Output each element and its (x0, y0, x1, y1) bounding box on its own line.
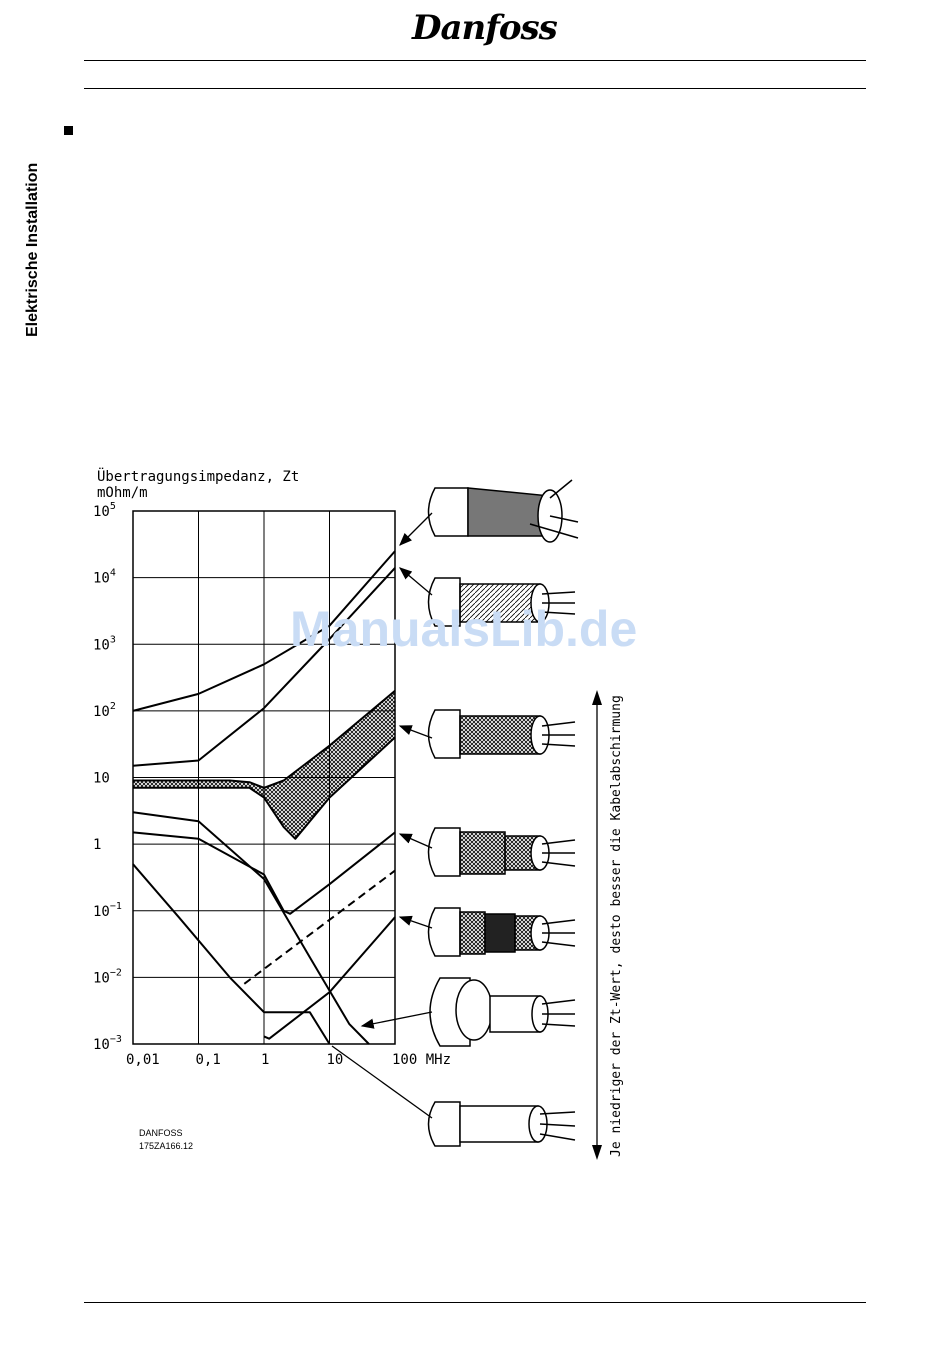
figure-caption-line1: DANFOSS (139, 1128, 183, 1138)
x-tick-label: 10 (326, 1052, 344, 1068)
chart-title: Übertragungsimpedanz, Zt (97, 469, 300, 485)
y-tick-label: $10^5$ (93, 501, 116, 520)
cable-icon-1 (429, 480, 579, 542)
pointer-arrow-1 (400, 513, 432, 545)
pointer-arrow-6 (362, 1012, 432, 1026)
chart-grid (133, 511, 395, 1044)
x-tick-label: 1 (261, 1052, 270, 1068)
y-tick-label: $10^{-1}$ (93, 900, 122, 920)
quality-arrow-down (592, 1145, 602, 1160)
cable-icon-3 (429, 710, 576, 758)
section-side-label: Elektrische Installation (24, 162, 41, 337)
y-tick-label: $10^{-2}$ (93, 967, 122, 987)
x-tick-label: 100 MHz (392, 1052, 452, 1068)
y-tick-label: $10^{-3}$ (93, 1034, 122, 1053)
y-tick-label: 1 (93, 837, 102, 854)
series-line (244, 871, 395, 984)
cable-icon-4 (429, 828, 576, 876)
pointer-arrow-4 (400, 834, 432, 848)
x-tick-label: 0,01 (126, 1052, 160, 1068)
pointer-arrow-3 (400, 726, 432, 738)
figure-caption-line2: 175ZA166.12 (139, 1141, 194, 1151)
series-line (133, 812, 369, 1044)
watermark: ManualsLib.de (290, 601, 638, 657)
danfoss-logo: Danfoss (412, 8, 557, 48)
series-line (133, 864, 330, 1044)
y-tick-label: $10^4$ (93, 567, 116, 587)
y-tick-label: $10^2$ (93, 700, 116, 720)
cable-icon-6 (430, 978, 575, 1046)
quality-annotation: Je niedriger der Zt-Wert, desto besser die Kabelabschirmung (609, 695, 624, 1157)
chart-y-unit: mOhm/m (97, 485, 148, 501)
cable-illustrations (429, 480, 579, 1146)
pointer-arrow-5 (400, 917, 432, 928)
x-tick-label: 0,1 (195, 1052, 221, 1068)
cable-icon-5 (429, 908, 576, 956)
y-tick-label: 10 (93, 770, 110, 787)
quality-arrow-up (592, 690, 602, 705)
pointer-arrow-2 (400, 568, 432, 595)
cable-icon-7 (429, 1102, 576, 1146)
y-tick-label: $10^3$ (93, 634, 116, 654)
